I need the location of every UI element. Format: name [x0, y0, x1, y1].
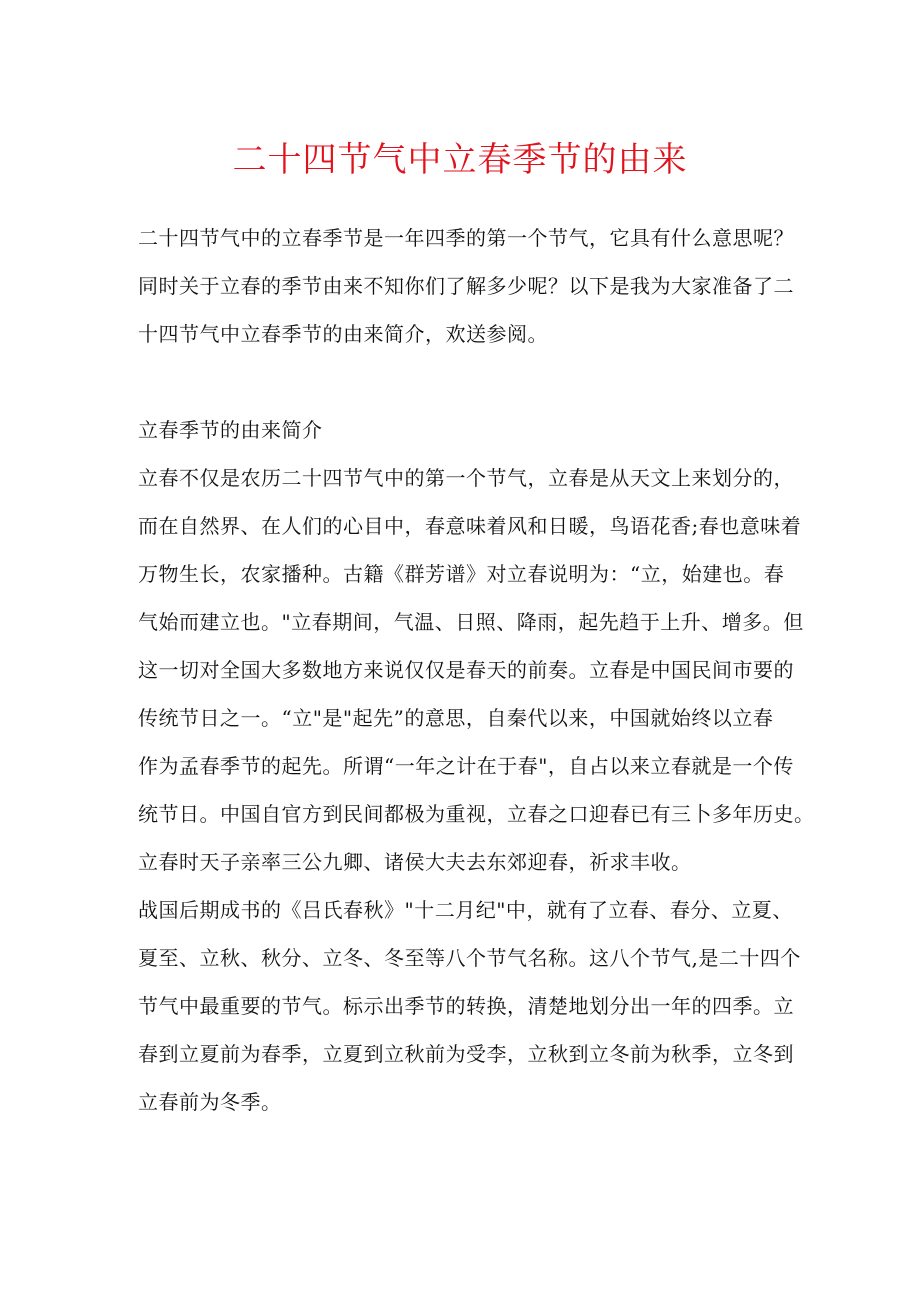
- document-body: [138, 214, 815, 1126]
- paragraph-line: 这一切对全国大多数地方来说仅仅是春天的前奏。立春是中国民间市要的: [138, 658, 794, 682]
- paragraph-line: 立春不仅是农历二十四节气中的第一个节气，立春是从天文上来划分的，: [138, 466, 794, 490]
- paragraph-line: 传统节日之一。“立"是"起先”的意思，自秦代以来，中国就始终以立春: [138, 706, 774, 730]
- paragraph-line: 夏至、立秋、秋分、立冬、冬至等八个节气名称。这八个节气,是二十四个: [138, 946, 801, 970]
- paragraph-line: 作为孟春季节的起先。所谓“一年之计在于春"，自占以来立春就是一个传: [138, 754, 794, 778]
- paragraph-spacer: [138, 358, 798, 406]
- intro-line: 同时关于立春的季节由来不知你们了解多少呢？以下是我为大家准备了二: [138, 274, 794, 298]
- paragraph-line: 春到立夏前为春季，立夏到立秋前为受李，立秋到立冬前为秋季，立冬到: [138, 1042, 794, 1066]
- paragraph-line: 而在自然界、在人们的心目中，春意味着风和日暖，鸟语花香;春也意味着: [138, 514, 802, 538]
- paragraph-line: 节气中最重要的节气。标示出季节的转换，清楚地划分出一年的四季。立: [138, 994, 794, 1018]
- paragraph-line: 立春前为冬季。: [138, 1090, 282, 1114]
- paragraph-line: 统节日。中国自官方到民间都极为重视，立春之口迎春已有三卜多年历史。: [138, 802, 815, 826]
- solar-terms-paragraph: [138, 886, 801, 1126]
- document-title: 二十四节气中立春季节的由来: [232, 140, 688, 180]
- paragraph-line: 气始而建立也。"立春期间，气温、日照、降雨，起先趋于上升、增多。但: [138, 610, 804, 634]
- section-heading: 立春季节的由来简介: [138, 418, 323, 442]
- intro-line: 二十四节气中的立春季节是一年四季的第一个节气，它具有什么意思呢？: [138, 226, 794, 250]
- paragraph-line: 战国后期成书的《吕氏春秋》"十二月纪"中，就有了立春、春分、立夏、: [138, 898, 793, 922]
- intro-paragraph: [138, 214, 798, 358]
- paragraph-line: 立春时天子亲率三公九卿、诸侯大夫去东郊迎春，祈求丰收。: [138, 850, 692, 874]
- history-paragraph: [138, 454, 815, 886]
- intro-line: 十四节气中立春季节的由来简介，欢送参阅。: [138, 322, 548, 346]
- paragraph-line: 万物生长，农家播种。古籍《群芳谱》对立春说明为：“立，始建也。春: [138, 562, 785, 586]
